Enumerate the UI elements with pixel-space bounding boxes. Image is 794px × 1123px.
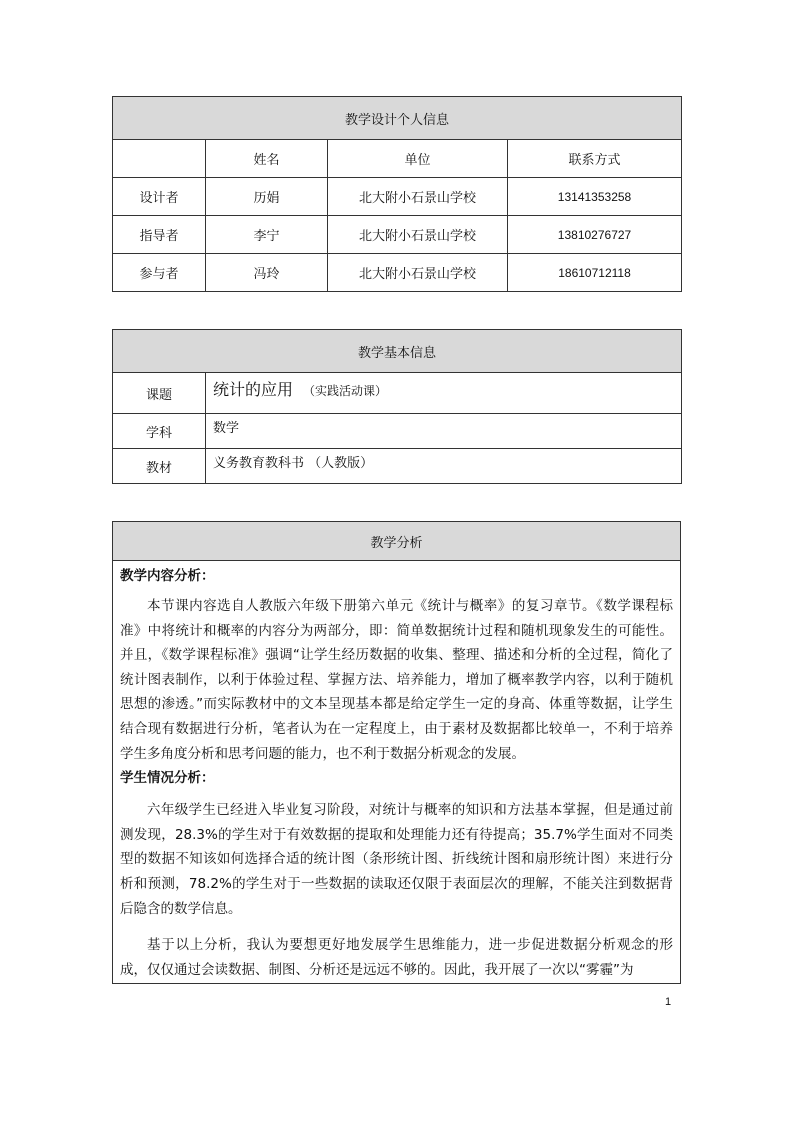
header-empty bbox=[113, 140, 206, 178]
unit-cell: 北大附小石景山学校 bbox=[328, 216, 508, 254]
header-unit: 单位 bbox=[328, 140, 508, 178]
analysis-table bbox=[112, 521, 681, 984]
subject-value: 数学 bbox=[206, 414, 682, 449]
role-cell: 设计者 bbox=[113, 178, 206, 216]
name-cell: 历娟 bbox=[206, 178, 328, 216]
analysis-content bbox=[113, 561, 681, 984]
table-row bbox=[113, 178, 682, 216]
phone-cell: 13810276727 bbox=[508, 216, 682, 254]
role-cell: 指导者 bbox=[113, 216, 206, 254]
personal-info-table bbox=[112, 96, 682, 292]
topic-note: （实践活动课） bbox=[303, 384, 388, 398]
conclusion-paragraph: 基于以上分析，我认为要想更好地发展学生思维能力，进一步促进数据分析观念的形成，仅仅通过会读数据、制图、分析还是远远不够的。因此，我开展了一次以“雾霾”为 bbox=[120, 937, 673, 978]
name-cell: 李宁 bbox=[206, 216, 328, 254]
textbook-label: 教材 bbox=[113, 449, 206, 484]
header-phone: 联系方式 bbox=[508, 140, 682, 178]
table-row bbox=[113, 216, 682, 254]
student-analysis-paragraph: 六年级学生已经进入毕业复习阶段，对统计与概率的知识和方法基本掌握，但是通过前测发现，28.3%的学生对于有效数据的提取和处理能力还有待提高；35.7%学生面对不同类型的数据不知该如何选择合适的统计图（条形统计图、折线统计图和扇形统计图）来进行分析和预测，78.2%的学生对于一些数据的读取还仅限于表面层次的理解，不能关注到数据背后隐含的数学信息。 bbox=[120, 802, 673, 917]
analysis-title: 教学分析 bbox=[113, 522, 681, 561]
basic-info-title: 教学基本信息 bbox=[113, 330, 682, 373]
content-analysis-heading: 教学内容分析： bbox=[120, 568, 215, 584]
unit-cell: 北大附小石景山学校 bbox=[328, 254, 508, 292]
role-cell: 参与者 bbox=[113, 254, 206, 292]
subject-label: 学科 bbox=[113, 414, 206, 449]
personal-info-title: 教学设计个人信息 bbox=[113, 97, 682, 140]
student-analysis-heading: 学生情况分析： bbox=[120, 770, 215, 787]
content-analysis-paragraph: 本节课内容选自人教版六年级下册第六单元《统计与概率》的复习章节。《数学课程标准》中将统计和概率的内容分为两部分，即：简单数据统计过程和随机现象发生的可能性。并且，《数学课程标准》强调“让学生经历数据的收集、整理、描述和分析的全过程，简化了统计图表制作，以利于体验过程、掌握方法、培养能力，增加了概率教学内容，以利于随机思想的渗透。”而实际教材中的文本呈现基本都是给定学生一定的身高、体重等数据，让学生结合现有数据进行分析，笔者认为在一定程度上，由于素材及数据都比较单一，不利于培养学生多角度分析和思考问题的能力，也不利于数据分析观念的发展。 bbox=[120, 598, 673, 762]
phone-cell: 18610712118 bbox=[508, 254, 682, 292]
table-row bbox=[113, 254, 682, 292]
page-number: 1 bbox=[665, 996, 672, 1008]
topic-label: 课题 bbox=[113, 373, 206, 414]
phone-cell: 13141353258 bbox=[508, 178, 682, 216]
basic-info-table bbox=[112, 329, 682, 484]
header-name: 姓名 bbox=[206, 140, 328, 178]
name-cell: 冯玲 bbox=[206, 254, 328, 292]
topic-main: 统计的应用 bbox=[213, 380, 294, 399]
topic-value bbox=[206, 373, 682, 414]
textbook-value: 义务教育教科书 （人教版） bbox=[206, 449, 682, 484]
unit-cell: 北大附小石景山学校 bbox=[328, 178, 508, 216]
